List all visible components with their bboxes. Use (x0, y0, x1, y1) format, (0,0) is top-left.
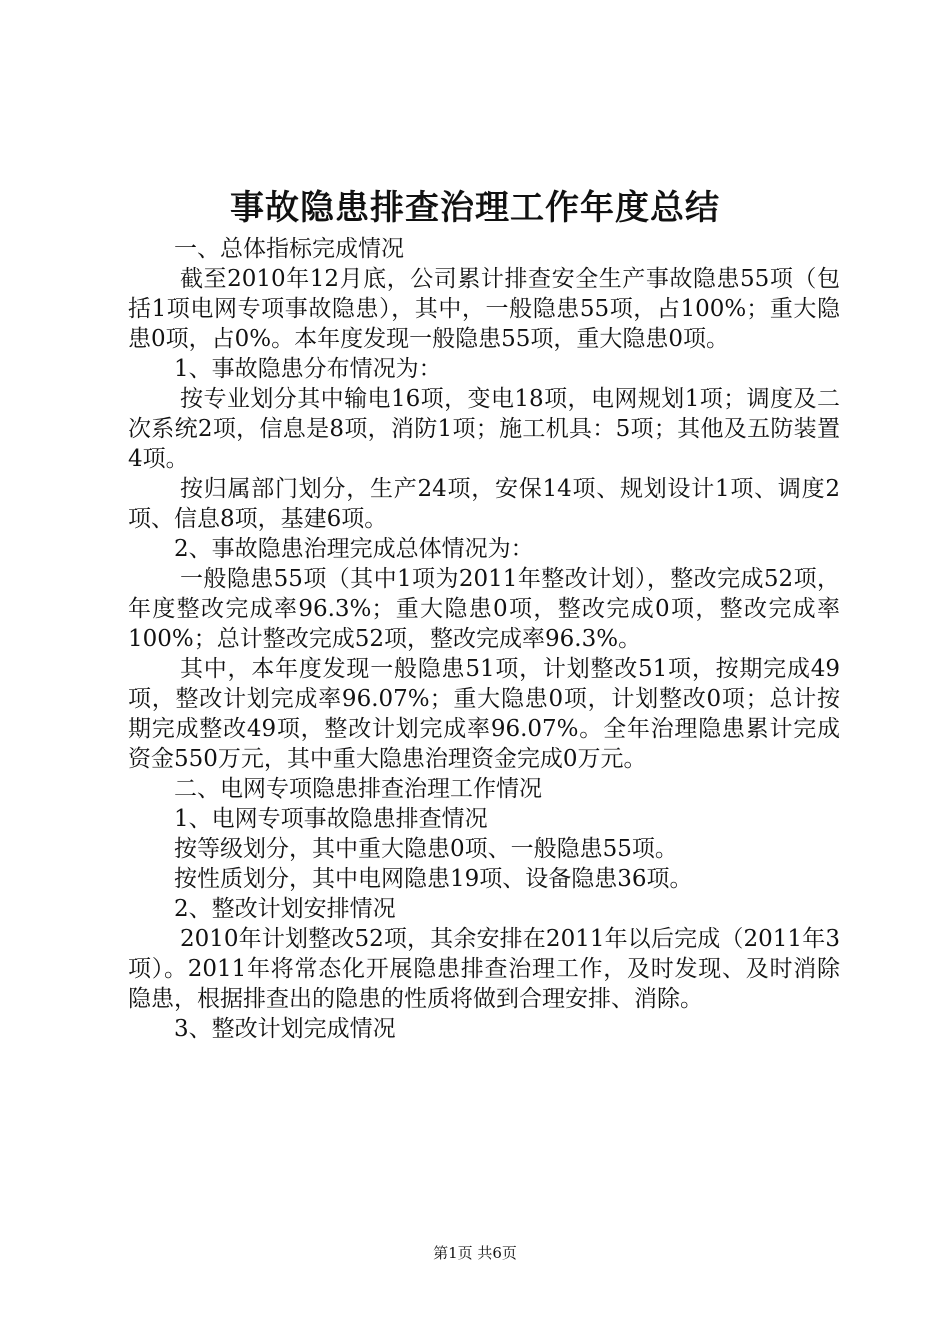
section-heading: 二、电网专项隐患排查治理工作情况 (174, 776, 542, 802)
subsection-heading: 1、事故隐患分布情况为： (174, 356, 442, 382)
document-title: 事故隐患排查治理工作年度总结 (230, 188, 720, 228)
body-paragraph: 一般隐患55项（其中1项为2011年整改计划），整改完成52项，年度整改完成率96.3%；重大隐患0项，整改完成0项，整改完成率100%；总计整改完成52项，整改完成率96.3%。 (128, 566, 840, 652)
body-paragraph: 按归属部门划分，生产24项，安保14项、规划设计1项、调度2项、信息8项，基建6项。 (128, 476, 840, 532)
document-body (128, 234, 840, 1044)
page-number-footer: 第1页 共6页 (433, 1244, 517, 1262)
section-heading: 一、总体指标完成情况 (174, 236, 404, 262)
body-paragraph: 2010年计划整改52项，其余安排在2011年以后完成（2011年3项）。2011年将常态化开展隐患排查治理工作，及时发现、及时消除隐患，根据排查出的隐患的性质将做到合理安排、消除。 (128, 926, 840, 1012)
subsection-heading: 2、整改计划安排情况 (174, 896, 396, 922)
subsection-heading: 1、电网专项事故隐患排查情况 (174, 806, 488, 832)
body-paragraph: 按专业划分其中输电16项，变电18项，电网规划1项；调度及二次系统2项，信息是8项，消防1项；施工机具：5项；其他及五防装置4项。 (128, 386, 840, 472)
body-paragraph: 其中，本年度发现一般隐患51项，计划整改51项，按期完成49项，整改计划完成率96.07%；重大隐患0项，计划整改0项；总计按期完成整改49项，整改计划完成率96.07%。全年治理隐患累计完成资金550万元，其中重大隐患治理资金完成0万元。 (128, 656, 840, 772)
subsection-heading: 2、事故隐患治理完成总体情况为： (174, 536, 534, 562)
body-paragraph: 按性质划分，其中电网隐患19项、设备隐患36项。 (174, 866, 693, 892)
subsection-heading: 3、整改计划完成情况 (174, 1016, 396, 1042)
body-paragraph: 按等级划分，其中重大隐患0项、一般隐患55项。 (174, 836, 678, 862)
body-paragraph: 截至2010年12月底，公司累计排查安全生产事故隐患55项（包括1项电网专项事故隐患），其中，一般隐患55项，占100%；重大隐患0项，占0%。本年度发现一般隐患55项，重大隐患0项。 (128, 266, 840, 352)
